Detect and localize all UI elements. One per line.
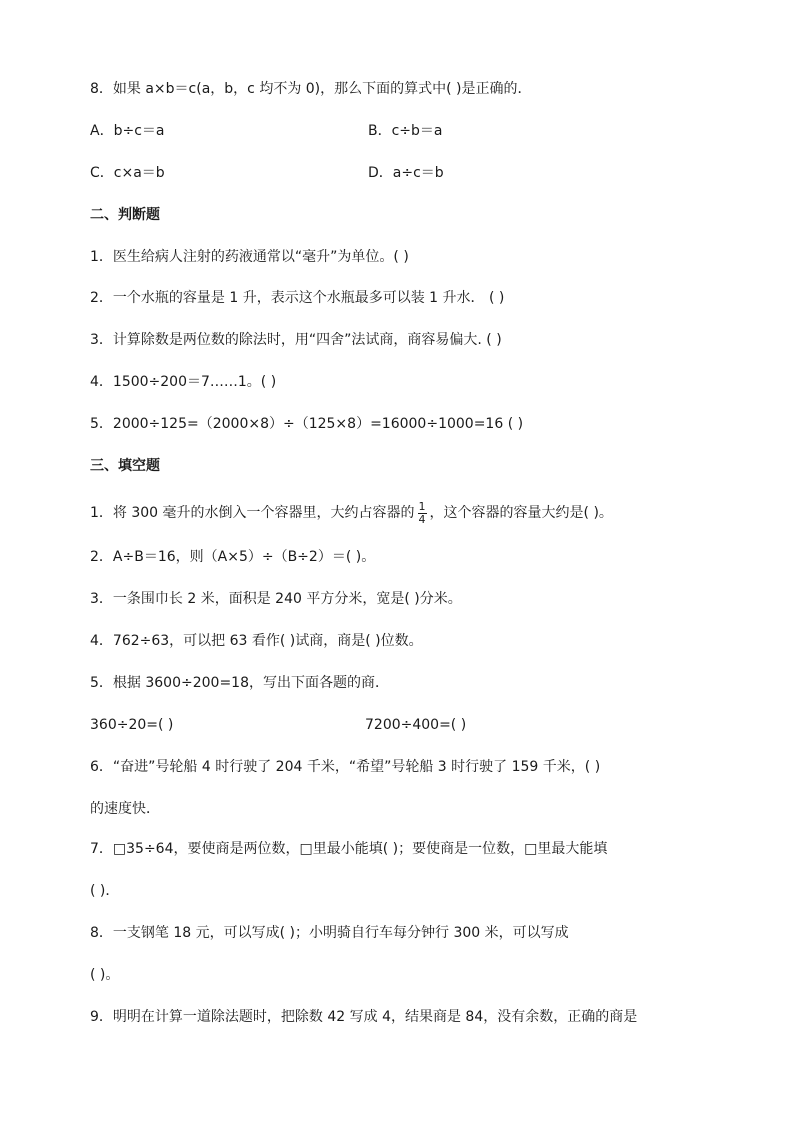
fill-item-5-a: 360÷20=( ) <box>90 717 174 733</box>
fill-item-1 <box>90 500 613 526</box>
fill-item-3: 3．一条围巾长 2 米，面积是 240 平方分米，宽是( )分米。 <box>90 591 462 607</box>
section-fill-title: 三、填空题 <box>90 458 160 474</box>
fill-item-7-line2: ( )． <box>90 883 120 899</box>
q8-option-b: B．c÷b＝a <box>368 123 443 139</box>
fill-item-2: 2．A÷B＝16，则（A×5）÷（B÷2）＝( )。 <box>90 549 376 565</box>
judgment-item-2: 2．一个水瓶的容量是 1 升，表示这个水瓶最多可以装 1 升水． ( ) <box>90 290 505 306</box>
judgment-item-3: 3．计算除数是两位数的除法时，用“四舍”法试商，商容易偏大. ( ) <box>90 332 502 348</box>
judgment-item-1: 1．医生给病人注射的药液通常以“毫升”为单位。( ) <box>90 249 409 265</box>
fill-item-7-line1: 7．□35÷64，要使商是两位数，□里最小能填( )；要使商是一位数，□里最大能填 <box>90 841 608 857</box>
fill-item-4: 4．762÷63，可以把 63 看作( )试商，商是( )位数。 <box>90 633 423 649</box>
fraction-numerator: 1 <box>418 499 426 513</box>
fill-item-5-b: 7200÷400=( ) <box>365 717 467 733</box>
fill-item-9-line1: 9．明明在计算一道除法题时，把除数 42 写成 4，结果商是 84，没有余数，正确的商是 <box>90 1009 638 1025</box>
fill-item-6-line2: 的速度快． <box>90 801 160 817</box>
fraction-denominator: 4 <box>418 512 426 526</box>
q8-option-a: A．b÷c＝a <box>90 123 165 139</box>
fill-item-8-line2: ( )。 <box>90 967 120 983</box>
fill-item-8-line1: 8．一支钢笔 18 元，可以写成( )；小明骑自行车每分钟行 300 米，可以写成 <box>90 925 569 941</box>
judgment-item-4: 4．1500÷200＝7……1。( ) <box>90 374 277 390</box>
fill-item-1-after: ，这个容器的容量大约是( )。 <box>429 505 613 521</box>
q8-option-c: C．c×a＝b <box>90 165 165 181</box>
fraction-one-quarter <box>418 501 427 526</box>
q8-stem: 8．如果 a×b＝c(a，b，c 均不为 0)，那么下面的算式中( )是正确的． <box>90 81 532 97</box>
judgment-item-5: 5．2000÷125=（2000×8）÷（125×8）=16000÷1000=16 ( ) <box>90 416 524 432</box>
fill-item-5: 5．根据 3600÷200=18，写出下面各题的商． <box>90 675 389 691</box>
section-judgment-title: 二、判断题 <box>90 207 160 223</box>
fill-item-6-line1: 6．“奋进”号轮船 4 时行驶了 204 千米，“希望”号轮船 3 时行驶了 159 千米，( ) <box>90 759 601 775</box>
q8-option-d: D．a÷c＝b <box>368 165 444 181</box>
fill-item-1-before: 1．将 300 毫升的水倒入一个容器里，大约占容器的 <box>90 505 415 521</box>
